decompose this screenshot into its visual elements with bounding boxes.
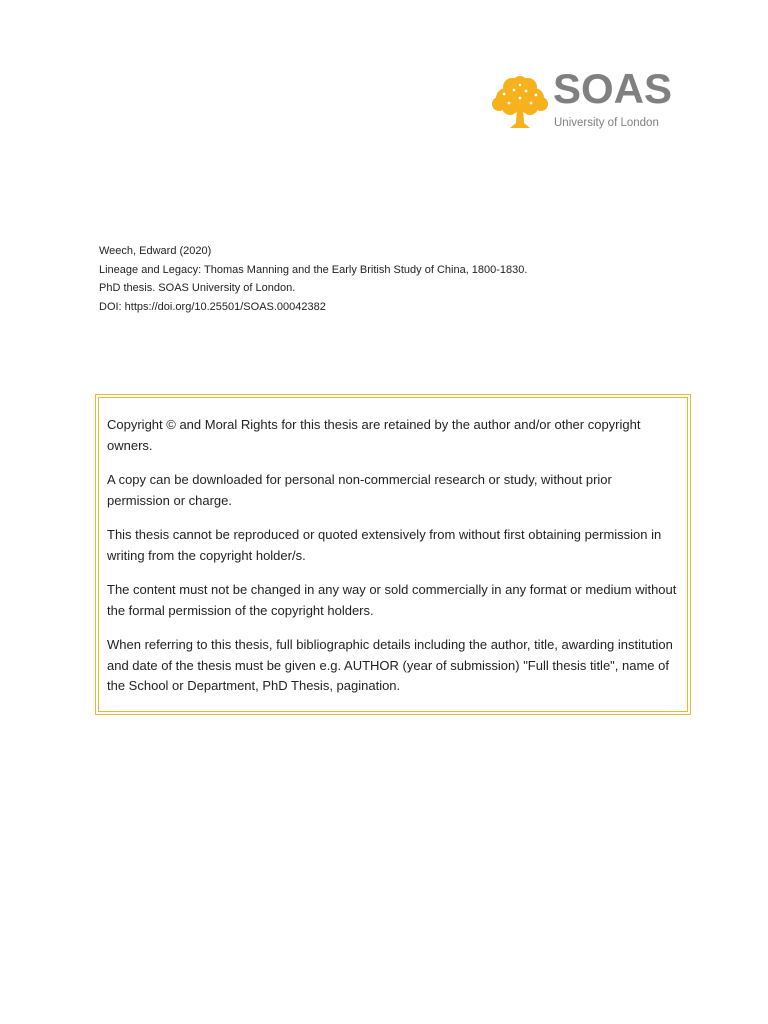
notice-paragraph-download: A copy can be downloaded for personal non-commercial research or study, without prior permission or charge. [107,472,612,508]
logo-subtitle: University of London [554,117,659,129]
notice-paragraph-referencing: When referring to this thesis, full bibliographic details including the author, title, awarding institution and date of the thesis must be given e.g. AUTHOR (year of submission) "Full thesis title", name of the School or Department, PhD Thesis, pagination. [107,637,673,693]
citation-block [99,242,527,316]
notice-paragraph-copyright: Copyright © and Moral Rights for this thesis are retained by the author and/or other copyright owners. [107,417,641,453]
notice-paragraph-reproduction: This thesis cannot be reproduced or quoted extensively from without first obtaining permission in writing from the copyright holder/s. [107,527,662,563]
copyright-notice-box [95,394,691,715]
citation-title: Lineage and Legacy: Thomas Manning and the Early British Study of China, 1800-1830. [99,263,528,276]
citation-author-year: Weech, Edward (2020) [99,245,212,257]
tree-logo-icon [490,76,550,132]
soas-logo [490,65,690,134]
logo-wordmark: SOAS [553,65,673,112]
citation-thesis: PhD thesis. SOAS University of London. [99,282,296,294]
copyright-notice-text [107,415,677,697]
citation-doi: DOI: https://doi.org/10.25501/SOAS.00042382 [99,300,326,313]
notice-paragraph-content: The content must not be changed in any way or sold commercially in any format or medium without the formal permission of the copyright holders. [107,582,677,618]
